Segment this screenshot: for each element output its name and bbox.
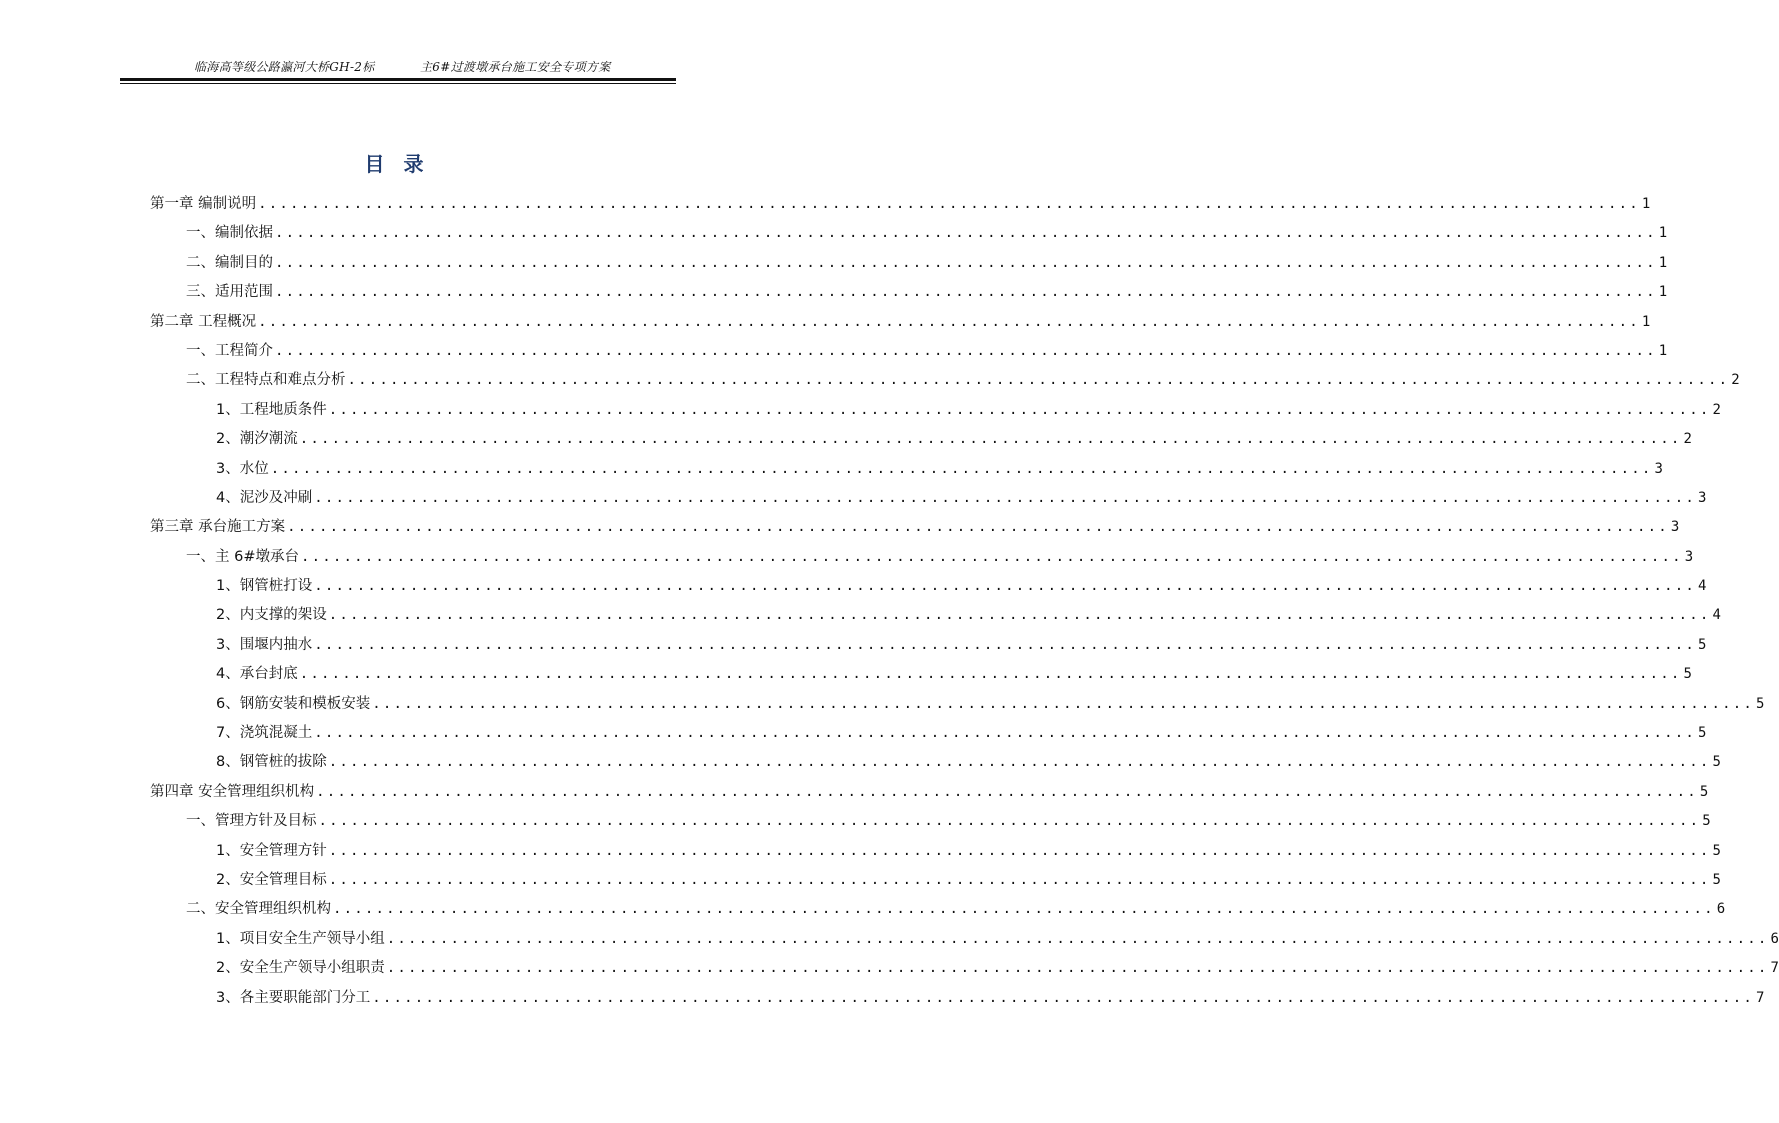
toc-entry-page-number: 7 — [1755, 989, 1765, 1006]
toc-entry-label: 第二章 工程概况 — [150, 313, 257, 330]
toc-entry-page-number: 5 — [1712, 842, 1721, 859]
header-rule-thick — [120, 78, 676, 81]
toc-entry-label: 3、各主要职能部门分工 — [216, 989, 371, 1006]
toc-entry[interactable] — [150, 190, 1651, 219]
toc-dot-leader: .................................................................................................................................. — [372, 989, 1754, 1006]
toc-entry[interactable] — [150, 513, 1680, 542]
toc-entry-page-number: 4 — [1712, 607, 1721, 624]
toc-dot-leader: .................................................................................................................................. — [314, 636, 1696, 653]
toc-entry[interactable] — [150, 484, 1707, 513]
toc-entry-label: 二、安全管理组织机构 — [186, 901, 331, 918]
toc-title: 目 录 — [364, 152, 430, 176]
toc-entry-page-number: 2 — [1712, 401, 1721, 418]
toc-entry[interactable] — [150, 631, 1707, 660]
toc-entry[interactable] — [150, 690, 1765, 719]
toc-entry[interactable] — [150, 308, 1651, 337]
toc-entry-page-number: 5 — [1755, 695, 1765, 712]
toc-dot-leader: .................................................................................................................................. — [287, 519, 1669, 536]
toc-entry-label: 2、安全生产领导小组职责 — [216, 960, 385, 977]
toc-entry[interactable] — [150, 572, 1707, 601]
toc-dot-leader: .................................................................................................................................. — [318, 813, 1701, 830]
toc-entry-label: 1、工程地质条件 — [216, 401, 327, 418]
toc-entry-page-number: 1 — [1658, 342, 1668, 359]
toc-entry[interactable] — [150, 895, 1726, 924]
toc-dot-leader: .................................................................................................................................. — [270, 460, 1653, 477]
toc-dot-leader: .................................................................................................................................. — [275, 284, 1657, 301]
toc-dot-leader: .................................................................................................................................. — [347, 372, 1730, 389]
toc-dot-leader: .................................................................................................................................. — [316, 783, 1698, 800]
toc-dot-leader: .................................................................................................................................. — [328, 401, 1711, 418]
toc-entry-page-number: 1 — [1641, 313, 1651, 330]
toc-entry-label: 1、项目安全生产领导小组 — [216, 930, 385, 947]
toc-dot-leader: .................................................................................................................................. — [386, 930, 1769, 947]
toc-entry-label: 第三章 承台施工方案 — [150, 519, 286, 536]
toc-entry-page-number: 1 — [1641, 196, 1651, 212]
toc-entry[interactable] — [150, 337, 1668, 366]
toc-entry-label: 第四章 安全管理组织机构 — [150, 783, 315, 800]
header-project-name: 临海高等级公路瀛河大桥GH-2标 — [194, 60, 375, 74]
toc-entry[interactable] — [150, 278, 1668, 307]
toc-entry[interactable] — [150, 425, 1692, 454]
toc-dot-leader: .................................................................................................................................. — [300, 548, 1683, 565]
toc-entry-page-number: 3 — [1670, 519, 1680, 536]
toc-entry-label: 8、钢管桩的拔除 — [216, 754, 327, 771]
toc-entry-page-number: 1 — [1658, 254, 1668, 271]
toc-entry-page-number: 2 — [1731, 372, 1740, 389]
toc-dot-leader: .................................................................................................................................. — [314, 489, 1696, 506]
toc-entry-page-number: 3 — [1697, 489, 1707, 506]
toc-entry-label: 2、安全管理目标 — [216, 871, 327, 888]
toc-entry-page-number: 3 — [1684, 548, 1694, 565]
toc-entry[interactable] — [150, 249, 1668, 278]
toc-entry-page-number: 5 — [1712, 871, 1721, 888]
toc-dot-leader: .................................................................................................................................. — [275, 225, 1657, 242]
toc-entry-label: 第一章 编制说明 — [150, 196, 257, 212]
toc-entry[interactable] — [150, 954, 1779, 983]
toc-entry-label: 4、泥沙及冲刷 — [216, 489, 313, 506]
toc-entry-label: 一、主 6#墩承台 — [186, 548, 299, 565]
toc-dot-leader: .................................................................................................................................. — [386, 960, 1769, 977]
toc-dot-leader: .................................................................................................................................. — [299, 666, 1682, 683]
toc-entry-label: 3、围堰内抽水 — [216, 636, 313, 653]
toc-dot-leader: .................................................................................................................................. — [299, 431, 1682, 448]
toc-entry[interactable] — [150, 219, 1668, 248]
toc-entry-label: 1、钢管桩打设 — [216, 578, 313, 595]
toc-entry[interactable] — [150, 866, 1721, 895]
toc-entry-label: 一、编制依据 — [186, 225, 273, 242]
toc-dot-leader: .................................................................................................................................. — [258, 196, 1640, 212]
toc-entry[interactable] — [150, 807, 1711, 836]
toc-entry-page-number: 4 — [1697, 578, 1707, 595]
toc-dot-leader: .................................................................................................................................. — [314, 578, 1696, 595]
header-document-title: 主6#过渡墩承台施工安全专项方案 — [420, 60, 611, 74]
header-bar — [120, 56, 676, 76]
toc-entry-label: 一、管理方针及目标 — [186, 813, 317, 830]
toc-entry-label: 6、钢筋安装和模板安装 — [216, 695, 371, 712]
toc-entry-label: 7、浇筑混凝土 — [216, 725, 313, 742]
toc-entry[interactable] — [150, 719, 1707, 748]
toc-dot-leader: .................................................................................................................................. — [328, 754, 1711, 771]
toc-entry[interactable] — [150, 455, 1663, 484]
toc-entry-label: 2、内支撑的架设 — [216, 607, 327, 624]
toc-dot-leader: .................................................................................................................................. — [328, 842, 1711, 859]
toc-entry-page-number: 1 — [1658, 225, 1668, 242]
table-of-contents — [150, 190, 1779, 1013]
toc-entry-page-number: 5 — [1702, 813, 1711, 830]
toc-entry-page-number: 3 — [1654, 460, 1663, 477]
toc-entry-page-number: 7 — [1770, 960, 1779, 977]
toc-entry-page-number: 5 — [1699, 783, 1709, 800]
toc-entry[interactable] — [150, 396, 1721, 425]
toc-entry[interactable] — [150, 748, 1721, 777]
toc-entry[interactable] — [150, 984, 1765, 1013]
toc-dot-leader: .................................................................................................................................. — [333, 901, 1715, 918]
toc-dot-leader: .................................................................................................................................. — [275, 342, 1657, 359]
header-rule-thin — [120, 83, 676, 84]
toc-entry-label: 1、安全管理方针 — [216, 842, 327, 859]
toc-entry-label: 2、潮汐潮流 — [216, 431, 298, 448]
toc-entry-page-number: 5 — [1697, 725, 1707, 742]
toc-entry[interactable] — [150, 778, 1709, 807]
toc-entry-page-number: 2 — [1683, 431, 1692, 448]
toc-dot-leader: .................................................................................................................................. — [328, 871, 1711, 888]
toc-dot-leader: .................................................................................................................................. — [314, 725, 1696, 742]
toc-dot-leader: .................................................................................................................................. — [372, 695, 1754, 712]
toc-dot-leader: .................................................................................................................................. — [275, 254, 1657, 271]
toc-entry-page-number: 6 — [1770, 930, 1779, 947]
toc-entry-label: 3、水位 — [216, 460, 269, 477]
toc-entry-label: 4、承台封底 — [216, 666, 298, 683]
toc-entry-label: 一、工程简介 — [186, 342, 273, 359]
toc-entry-label: 三、适用范围 — [186, 284, 273, 301]
toc-dot-leader: .................................................................................................................................. — [258, 313, 1640, 330]
toc-entry-label: 二、编制目的 — [186, 254, 273, 271]
toc-entry[interactable] — [150, 660, 1692, 689]
toc-entry[interactable] — [150, 601, 1721, 630]
toc-entry-page-number: 5 — [1683, 666, 1692, 683]
toc-entry-page-number: 5 — [1697, 636, 1707, 653]
toc-entry-label: 二、工程特点和难点分析 — [186, 372, 346, 389]
toc-entry[interactable] — [150, 366, 1740, 395]
toc-entry[interactable] — [150, 925, 1779, 954]
toc-entry-page-number: 1 — [1658, 284, 1668, 301]
toc-entry[interactable] — [150, 837, 1721, 866]
toc-entry[interactable] — [150, 543, 1694, 572]
toc-entry-page-number: 5 — [1712, 754, 1721, 771]
toc-entry-page-number: 6 — [1716, 901, 1726, 918]
toc-dot-leader: .................................................................................................................................. — [328, 607, 1711, 624]
